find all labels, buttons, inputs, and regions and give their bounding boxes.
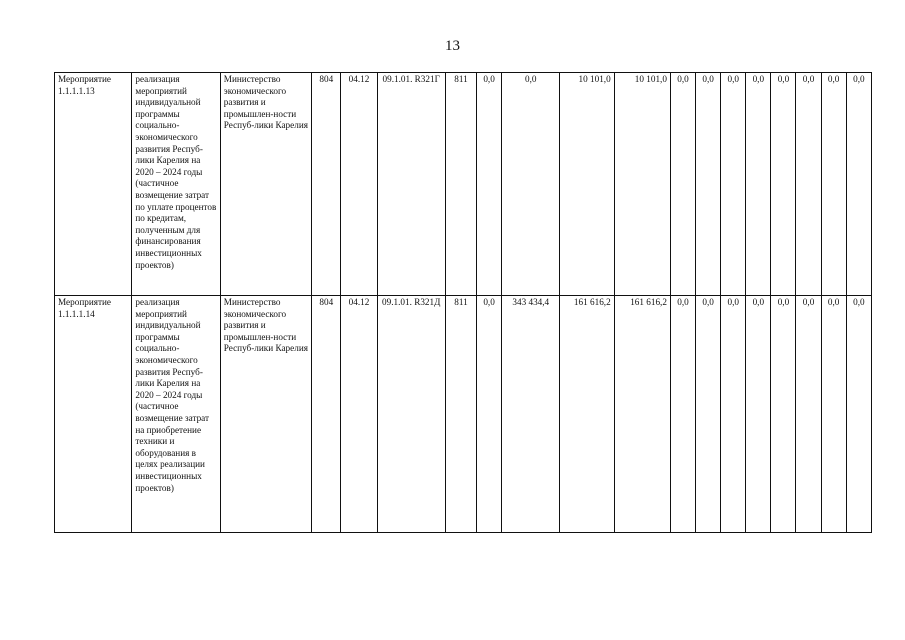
value-cell: 0,0: [821, 73, 846, 296]
executor-cell: Министерство экономического развития и промышлен-ности Респуб-лики Карелия: [220, 296, 311, 533]
value-cell: 0,0: [821, 296, 846, 533]
value-cell: 0,0: [771, 73, 796, 296]
value-cell: 0,0: [670, 296, 695, 533]
table-row: [55, 296, 872, 533]
value-cell: 0,0: [696, 296, 721, 533]
rzpr-cell: 04.12: [341, 296, 377, 533]
page-number: 13: [445, 38, 460, 54]
budget-table: [54, 72, 872, 533]
value-cell: 0,0: [771, 296, 796, 533]
csr-cell: 09.1.01. R321Д: [377, 296, 445, 533]
value-cell: 10 101,0: [560, 73, 614, 296]
value-cell: 0,0: [746, 296, 771, 533]
rzpr-cell: 04.12: [341, 73, 377, 296]
value-cell: 10 101,0: [614, 73, 670, 296]
event-cell: Мероприятие 1.1.1.1.14: [55, 296, 132, 533]
value-cell: 0,0: [502, 73, 560, 296]
event-cell: Мероприятие 1.1.1.1.13: [55, 73, 132, 296]
value-cell: 0,0: [721, 73, 746, 296]
value-cell: 0,0: [846, 73, 871, 296]
value-cell: 0,0: [477, 73, 502, 296]
table-row: [55, 73, 872, 296]
csr-cell: 09.1.01. R321Г: [377, 73, 445, 296]
value-cell: 0,0: [696, 73, 721, 296]
value-cell: 0,0: [796, 73, 821, 296]
value-cell: 343 434,4: [502, 296, 560, 533]
vr-cell: 811: [445, 73, 476, 296]
value-cell: 0,0: [796, 296, 821, 533]
vr-cell: 811: [445, 296, 476, 533]
description-cell: реализация мероприятий индивидуальной программы социально-экономического развития Респуб-лики Карелия на 2020 – 2024 годы (частичное возмещение затрат по уплате процентов по кредитам, полученным для финансирования инвестиционных проектов): [132, 73, 220, 296]
value-cell: 161 616,2: [614, 296, 670, 533]
value-cell: 0,0: [746, 73, 771, 296]
value-cell: 0,0: [721, 296, 746, 533]
value-cell: 0,0: [846, 296, 871, 533]
value-cell: 0,0: [477, 296, 502, 533]
value-cell: 0,0: [670, 73, 695, 296]
description-cell: реализация мероприятий индивидуальной программы социально-экономического развития Респуб-лики Карелия на 2020 – 2024 годы (частичное возмещение затрат на приобретение техники и оборудования в целях реализации инвестиционных проектов): [132, 296, 220, 533]
grbs-cell: 804: [312, 73, 341, 296]
grbs-cell: 804: [312, 296, 341, 533]
value-cell: 161 616,2: [560, 296, 614, 533]
executor-cell: Министерство экономического развития и промышлен-ности Респуб-лики Карелия: [220, 73, 311, 296]
